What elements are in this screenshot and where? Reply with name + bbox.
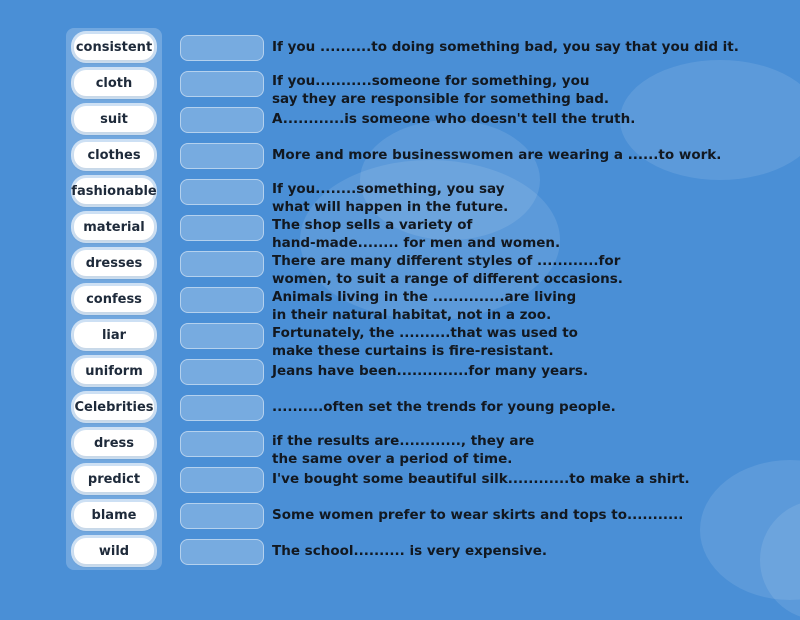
- word-tile[interactable]: cloth: [74, 70, 154, 96]
- answer-drop-slot[interactable]: [180, 359, 264, 385]
- clue-text: [272, 252, 772, 288]
- clue-line: say they are responsible for something bad.: [272, 91, 610, 107]
- clue-line: the same over a period of time.: [272, 451, 513, 467]
- clue-line: There are many different styles of ............for: [272, 253, 621, 269]
- answer-drop-slot[interactable]: [180, 287, 264, 313]
- clue-line: More and more businesswomen are wearing a ......to work.: [272, 147, 722, 163]
- answer-drop-slot[interactable]: [180, 251, 264, 277]
- clue-line: make these curtains is fire-resistant.: [272, 343, 554, 359]
- clue-line: The school.......... is very expensive.: [272, 543, 548, 559]
- word-tile[interactable]: uniform: [74, 358, 154, 384]
- clue-text: [272, 362, 772, 380]
- clue-text: [272, 288, 772, 324]
- answer-drop-slot[interactable]: [180, 143, 264, 169]
- clue-line: If you ..........to doing something bad, you say that you did it.: [272, 39, 739, 55]
- clue-line: in their natural habitat, not in a zoo.: [272, 307, 552, 323]
- clue-line: if the results are............, they are: [272, 433, 535, 449]
- clue-line: If you...........someone for something, you: [272, 73, 590, 89]
- answer-drop-slot[interactable]: [180, 35, 264, 61]
- clue-text: [272, 506, 772, 524]
- word-tile[interactable]: dresses: [74, 250, 154, 276]
- clue-line: hand-made........ for men and women.: [272, 235, 561, 251]
- word-tile[interactable]: predict: [74, 466, 154, 492]
- clue-text: [272, 180, 772, 216]
- answer-drop-slot[interactable]: [180, 215, 264, 241]
- word-tile[interactable]: wild: [74, 538, 154, 564]
- clue-line: A............is someone who doesn't tell the truth.: [272, 111, 636, 127]
- answer-drop-slot[interactable]: [180, 503, 264, 529]
- answer-drop-slot[interactable]: [180, 179, 264, 205]
- word-tile[interactable]: blame: [74, 502, 154, 528]
- word-tile[interactable]: material: [74, 214, 154, 240]
- clue-text: [272, 398, 772, 416]
- answer-drop-slot[interactable]: [180, 107, 264, 133]
- word-tile[interactable]: liar: [74, 322, 154, 348]
- word-tile[interactable]: confess: [74, 286, 154, 312]
- word-tile[interactable]: consistent: [74, 34, 154, 60]
- word-tile[interactable]: fashionable: [74, 178, 154, 204]
- clue-line: The shop sells a variety of: [272, 217, 473, 233]
- answer-drop-slot[interactable]: [180, 323, 264, 349]
- word-tile[interactable]: dress: [74, 430, 154, 456]
- clue-line: Jeans have been..............for many years.: [272, 363, 589, 379]
- clue-line: women, to suit a range of different occasions.: [272, 271, 623, 287]
- clue-text: [272, 110, 772, 128]
- answer-drop-slot[interactable]: [180, 71, 264, 97]
- clue-text: [272, 432, 772, 468]
- answer-drop-slot[interactable]: [180, 395, 264, 421]
- word-tile[interactable]: clothes: [74, 142, 154, 168]
- clue-text: [272, 146, 772, 164]
- word-tile[interactable]: suit: [74, 106, 154, 132]
- clue-text: [272, 470, 772, 488]
- clue-line: ..........often set the trends for young people.: [272, 399, 616, 415]
- clue-line: Animals living in the ..............are living: [272, 289, 577, 305]
- clue-text: [272, 72, 772, 108]
- clue-line: Fortunately, the ..........that was used to: [272, 325, 578, 341]
- clue-text: [272, 216, 772, 252]
- clue-line: Some women prefer to wear skirts and tops to...........: [272, 507, 684, 523]
- clue-text: [272, 542, 772, 560]
- clue-line: I've bought some beautiful silk............to make a shirt.: [272, 471, 690, 487]
- answer-drop-slot[interactable]: [180, 467, 264, 493]
- answer-drop-slot[interactable]: [180, 539, 264, 565]
- clue-text: [272, 38, 772, 56]
- word-tile[interactable]: Celebrities: [74, 394, 154, 420]
- clue-line: what will happen in the future.: [272, 199, 509, 215]
- clue-text: [272, 324, 772, 360]
- clue-line: If you........something, you say: [272, 181, 505, 197]
- answer-drop-slot[interactable]: [180, 431, 264, 457]
